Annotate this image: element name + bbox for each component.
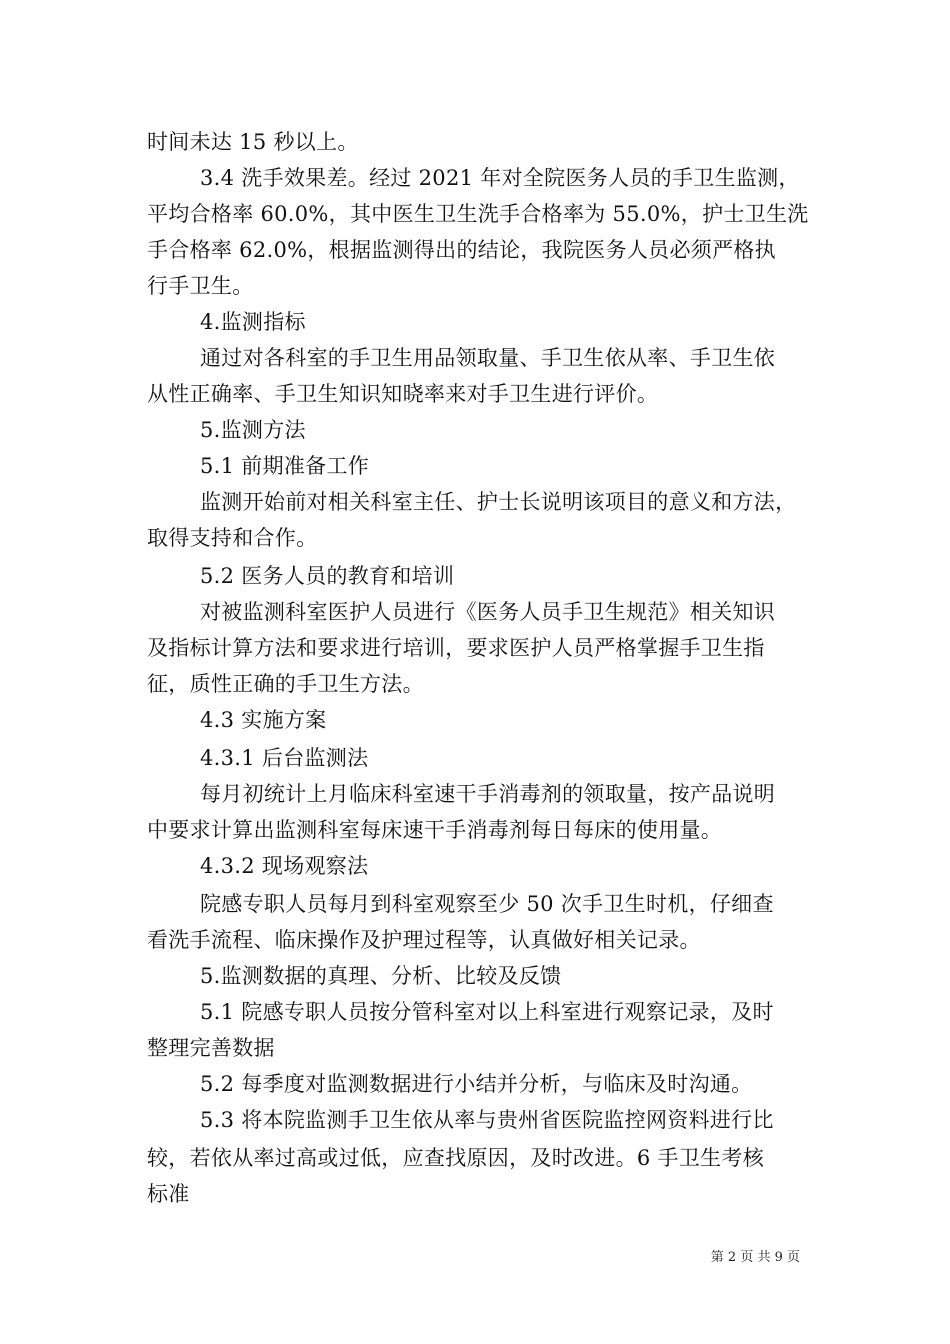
text-line: 每月初统计上月临床科室速干手消毒剂的领取量，按产品说明 xyxy=(200,782,776,806)
section-heading: 5.监测数据的真理、分析、比较及反馈 xyxy=(200,964,562,988)
text-line: 5.3 将本院监测手卫生依从率与贵州省医院监控网资料进行比 xyxy=(200,1108,774,1132)
section-heading: 5.监测方法 xyxy=(200,418,306,442)
text-line: 时间未达 15 秒以上。 xyxy=(147,130,359,154)
page-number: 第 2 页 共 9 页 xyxy=(710,1250,800,1265)
subsection-heading: 4.3.2 现场观察法 xyxy=(200,854,369,878)
subsection-heading: 4.3 实施方案 xyxy=(200,708,327,732)
text-line: 对被监测科室医护人员进行《医务人员手卫生规范》相关知识 xyxy=(200,600,776,624)
text-line: 通过对各科室的手卫生用品领取量、手卫生依从率、手卫生依 xyxy=(200,346,776,370)
text-line: 中要求计算出监测科室每床速干手消毒剂每日每床的使用量。 xyxy=(147,818,723,842)
text-line: 较，若依从率过高或过低，应查找原因，及时改进。6 手卫生考核 xyxy=(147,1146,765,1170)
text-line: 监测开始前对相关科室主任、护士长说明该项目的意义和方法， xyxy=(200,490,797,514)
subsection-heading: 5.2 医务人员的教育和培训 xyxy=(200,564,455,588)
text-line: 手合格率 62.0%，根据监测得出的结论，我院医务人员必须严格执 xyxy=(147,238,776,262)
text-line: 5.1 院感专职人员按分管科室对以上科室进行观察记录，及时 xyxy=(200,1000,774,1024)
text-line: 院感专职人员每月到科室观察至少 50 次手卫生时机，仔细查 xyxy=(200,892,774,916)
subsection-heading: 5.1 前期准备工作 xyxy=(200,454,370,478)
text-line: 征，质性正确的手卫生方法。 xyxy=(147,672,424,696)
text-line: 取得支持和合作。 xyxy=(147,526,318,550)
text-line: 从性正确率、手卫生知识知晓率来对手卫生进行评价。 xyxy=(147,382,659,406)
text-line: 整理完善数据 xyxy=(147,1036,275,1060)
subsection-heading: 4.3.1 后台监测法 xyxy=(200,746,369,770)
section-heading: 4.监测指标 xyxy=(200,310,306,334)
text-line: 及指标计算方法和要求进行培训，要求医护人员严格掌握手卫生指 xyxy=(147,636,765,660)
text-line: 3.4 洗手效果差。经过 2021 年对全院医务人员的手卫生监测， xyxy=(200,166,800,190)
text-line: 看洗手流程、临床操作及护理过程等，认真做好相关记录。 xyxy=(147,928,701,952)
text-line: 5.2 每季度对监测数据进行小结并分析，与临床及时沟通。 xyxy=(200,1072,753,1096)
text-line: 标准 xyxy=(147,1182,190,1206)
text-line: 平均合格率 60.0%，其中医生卫生洗手合格率为 55.0%，护士卫生洗 xyxy=(147,202,809,226)
text-line: 行手卫生。 xyxy=(147,274,254,298)
